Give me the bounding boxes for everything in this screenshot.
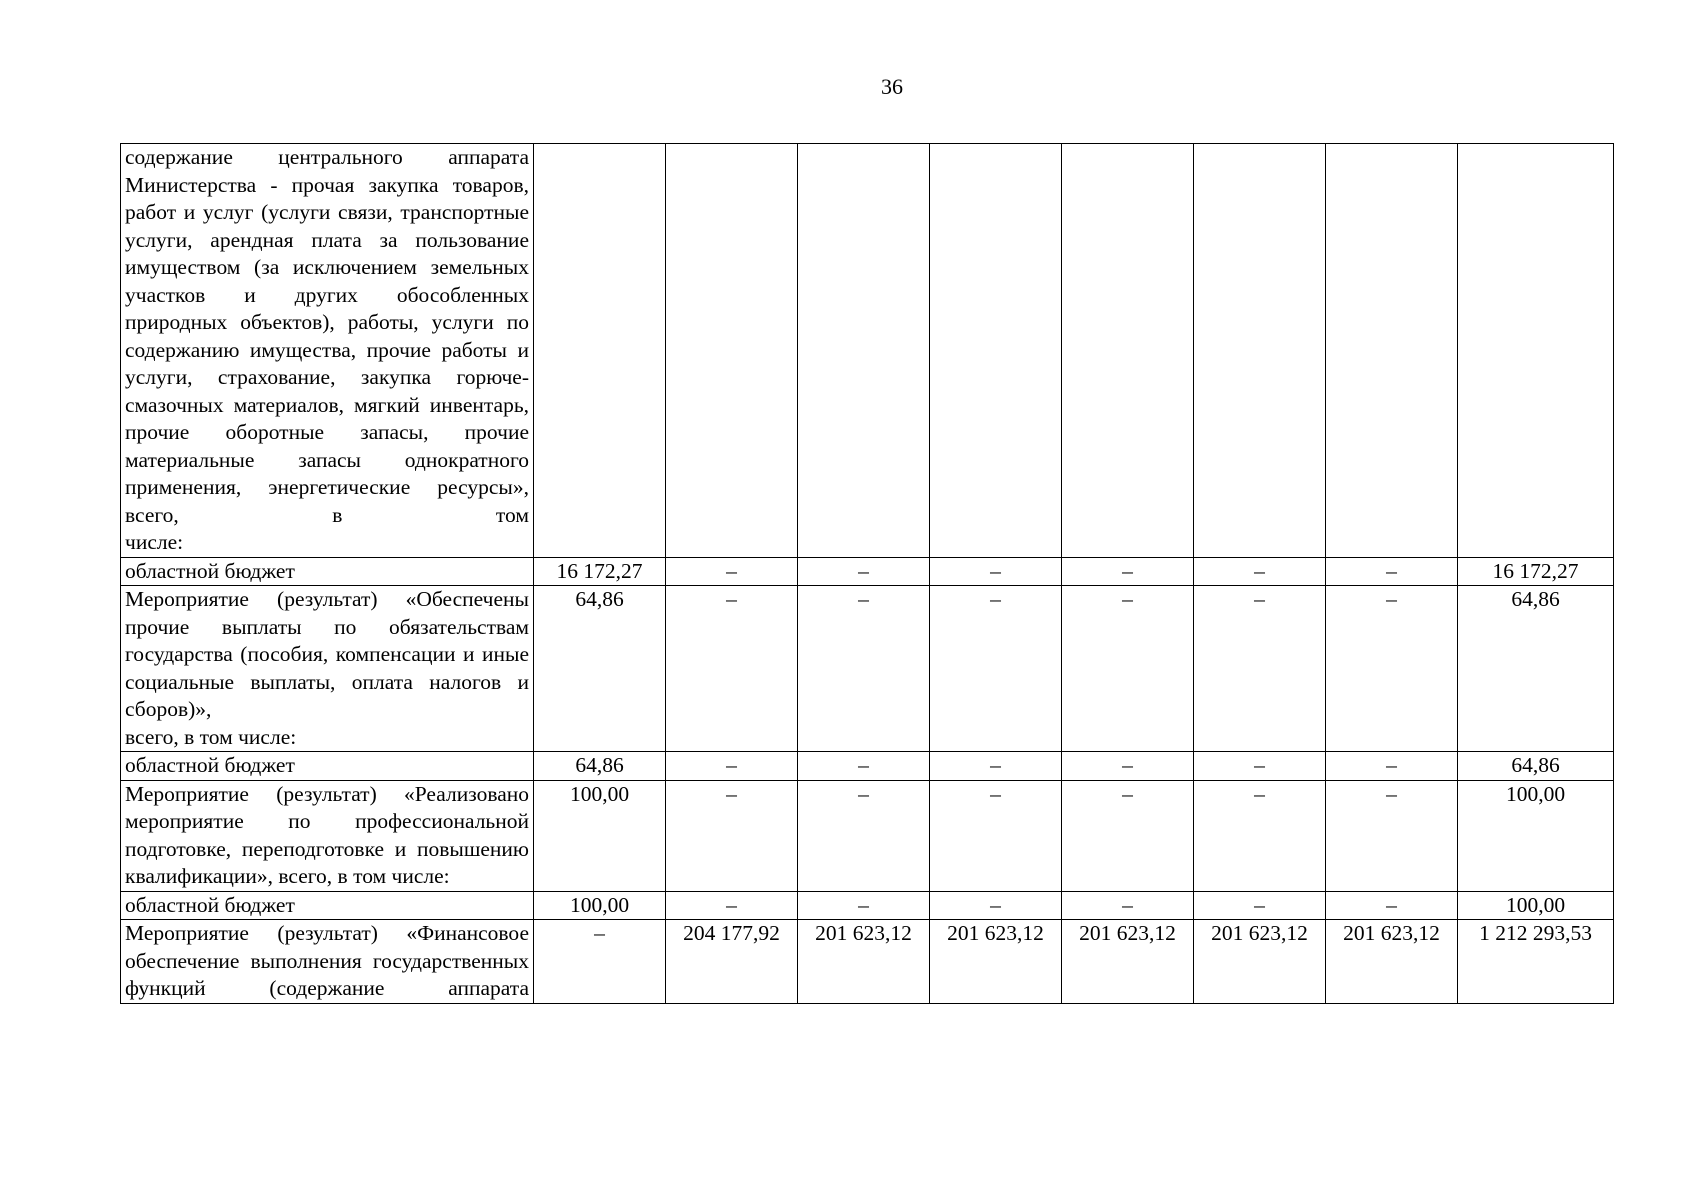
total-cell: 100,00 bbox=[1458, 780, 1614, 891]
value-cell: – bbox=[798, 557, 930, 586]
value-cell bbox=[1326, 144, 1458, 558]
budget-table bbox=[120, 143, 1614, 1004]
row-description bbox=[121, 752, 534, 781]
value-cell bbox=[930, 144, 1062, 558]
value-cell: – bbox=[798, 780, 930, 891]
value-cell bbox=[1194, 144, 1326, 558]
value-cell: – bbox=[1194, 780, 1326, 891]
value-cell: 201 623,12 bbox=[930, 920, 1062, 1004]
row-description-tail: числе: bbox=[125, 530, 184, 554]
value-cell bbox=[798, 144, 930, 558]
value-cell: – bbox=[534, 920, 666, 1004]
total-cell: 1 212 293,53 bbox=[1458, 920, 1614, 1004]
measure-row bbox=[121, 780, 1614, 891]
value-cell: – bbox=[930, 752, 1062, 781]
value-cell: – bbox=[666, 780, 798, 891]
budget-source-row bbox=[121, 752, 1614, 781]
measure-row bbox=[121, 586, 1614, 752]
page-number: 36 bbox=[881, 74, 903, 99]
value-cell: – bbox=[1194, 586, 1326, 752]
value-cell: – bbox=[1194, 557, 1326, 586]
value-cell: – bbox=[1194, 752, 1326, 781]
value-cell: – bbox=[666, 891, 798, 920]
value-cell: – bbox=[1326, 891, 1458, 920]
value-cell: 16 172,27 bbox=[534, 557, 666, 586]
budget-source-row bbox=[121, 557, 1614, 586]
row-description-text: Мероприятие (результат) «Обеспечены прочие выплаты по обязательствам государства (пособия, компенсации и иные социальные выплаты, оплата налогов и сборов)», bbox=[125, 587, 529, 721]
budget-source-row bbox=[121, 891, 1614, 920]
row-description-text: областной бюджет bbox=[125, 558, 295, 583]
value-cell: 201 623,12 bbox=[798, 920, 930, 1004]
value-cell: 201 623,12 bbox=[1062, 920, 1194, 1004]
value-cell bbox=[534, 144, 666, 558]
value-cell: – bbox=[798, 752, 930, 781]
value-cell: – bbox=[798, 586, 930, 752]
row-description-text: областной бюджет bbox=[125, 753, 295, 777]
row-description bbox=[121, 144, 534, 558]
row-description-text: областной бюджет bbox=[125, 892, 295, 917]
row-description-text: Мероприятие (результат) «Реализовано мероприятие по профессиональной подготовке, переподготовке и повышению bbox=[125, 781, 529, 861]
value-cell: 100,00 bbox=[534, 891, 666, 920]
value-cell: – bbox=[1326, 752, 1458, 781]
total-cell bbox=[1458, 144, 1614, 558]
value-cell: 201 623,12 bbox=[1326, 920, 1458, 1004]
value-cell: – bbox=[930, 780, 1062, 891]
value-cell: 204 177,92 bbox=[666, 920, 798, 1004]
value-cell: – bbox=[1062, 752, 1194, 781]
value-cell: – bbox=[666, 557, 798, 586]
measure-row bbox=[121, 920, 1614, 1004]
value-cell: – bbox=[930, 557, 1062, 586]
value-cell: – bbox=[798, 891, 930, 920]
total-cell: 64,86 bbox=[1458, 752, 1614, 781]
value-cell bbox=[666, 144, 798, 558]
value-cell: 64,86 bbox=[534, 586, 666, 752]
value-cell: – bbox=[666, 752, 798, 781]
value-cell: – bbox=[1326, 557, 1458, 586]
value-cell bbox=[1062, 144, 1194, 558]
row-description-text: содержание центрального аппарата Министерства - прочая закупка товаров, работ и услуг (услуги связи, транспортные услуги, арендная плата за пользование имуществом (за исключением земельных участков и других обособленных природных объектов), работы, услуги по содержанию имущества, прочие работы и услуги, страхование, закупка горюче-смазочных материалов, мягкий инвентарь, прочие оборотные запасы, прочие материальные запасы однократного применения, энергетические ресурсы», всего, в том bbox=[125, 145, 529, 527]
value-cell: – bbox=[1194, 891, 1326, 920]
value-cell: – bbox=[930, 586, 1062, 752]
value-cell: – bbox=[1062, 891, 1194, 920]
row-description bbox=[121, 586, 534, 752]
value-cell: – bbox=[1062, 586, 1194, 752]
measure-row bbox=[121, 144, 1614, 558]
table-body bbox=[121, 144, 1614, 1004]
row-description-text: Мероприятие (результат) «Финансовое обеспечение выполнения государственных функций (содержание аппарата bbox=[125, 921, 529, 1000]
total-cell: 16 172,27 bbox=[1458, 557, 1614, 586]
value-cell: – bbox=[1062, 557, 1194, 586]
total-cell: 100,00 bbox=[1458, 891, 1614, 920]
value-cell: – bbox=[666, 586, 798, 752]
row-description bbox=[121, 557, 534, 586]
row-description-tail: квалификации», всего, в том числе: bbox=[125, 864, 450, 888]
row-description-tail: всего, в том числе: bbox=[125, 724, 297, 749]
value-cell: 201 623,12 bbox=[1194, 920, 1326, 1004]
row-description bbox=[121, 891, 534, 920]
row-description bbox=[121, 920, 534, 1004]
value-cell: – bbox=[1326, 586, 1458, 752]
value-cell: – bbox=[930, 891, 1062, 920]
value-cell: 100,00 bbox=[534, 780, 666, 891]
value-cell: 64,86 bbox=[534, 752, 666, 781]
value-cell: – bbox=[1326, 780, 1458, 891]
row-description bbox=[121, 780, 534, 891]
total-cell: 64,86 bbox=[1458, 586, 1614, 752]
value-cell: – bbox=[1062, 780, 1194, 891]
